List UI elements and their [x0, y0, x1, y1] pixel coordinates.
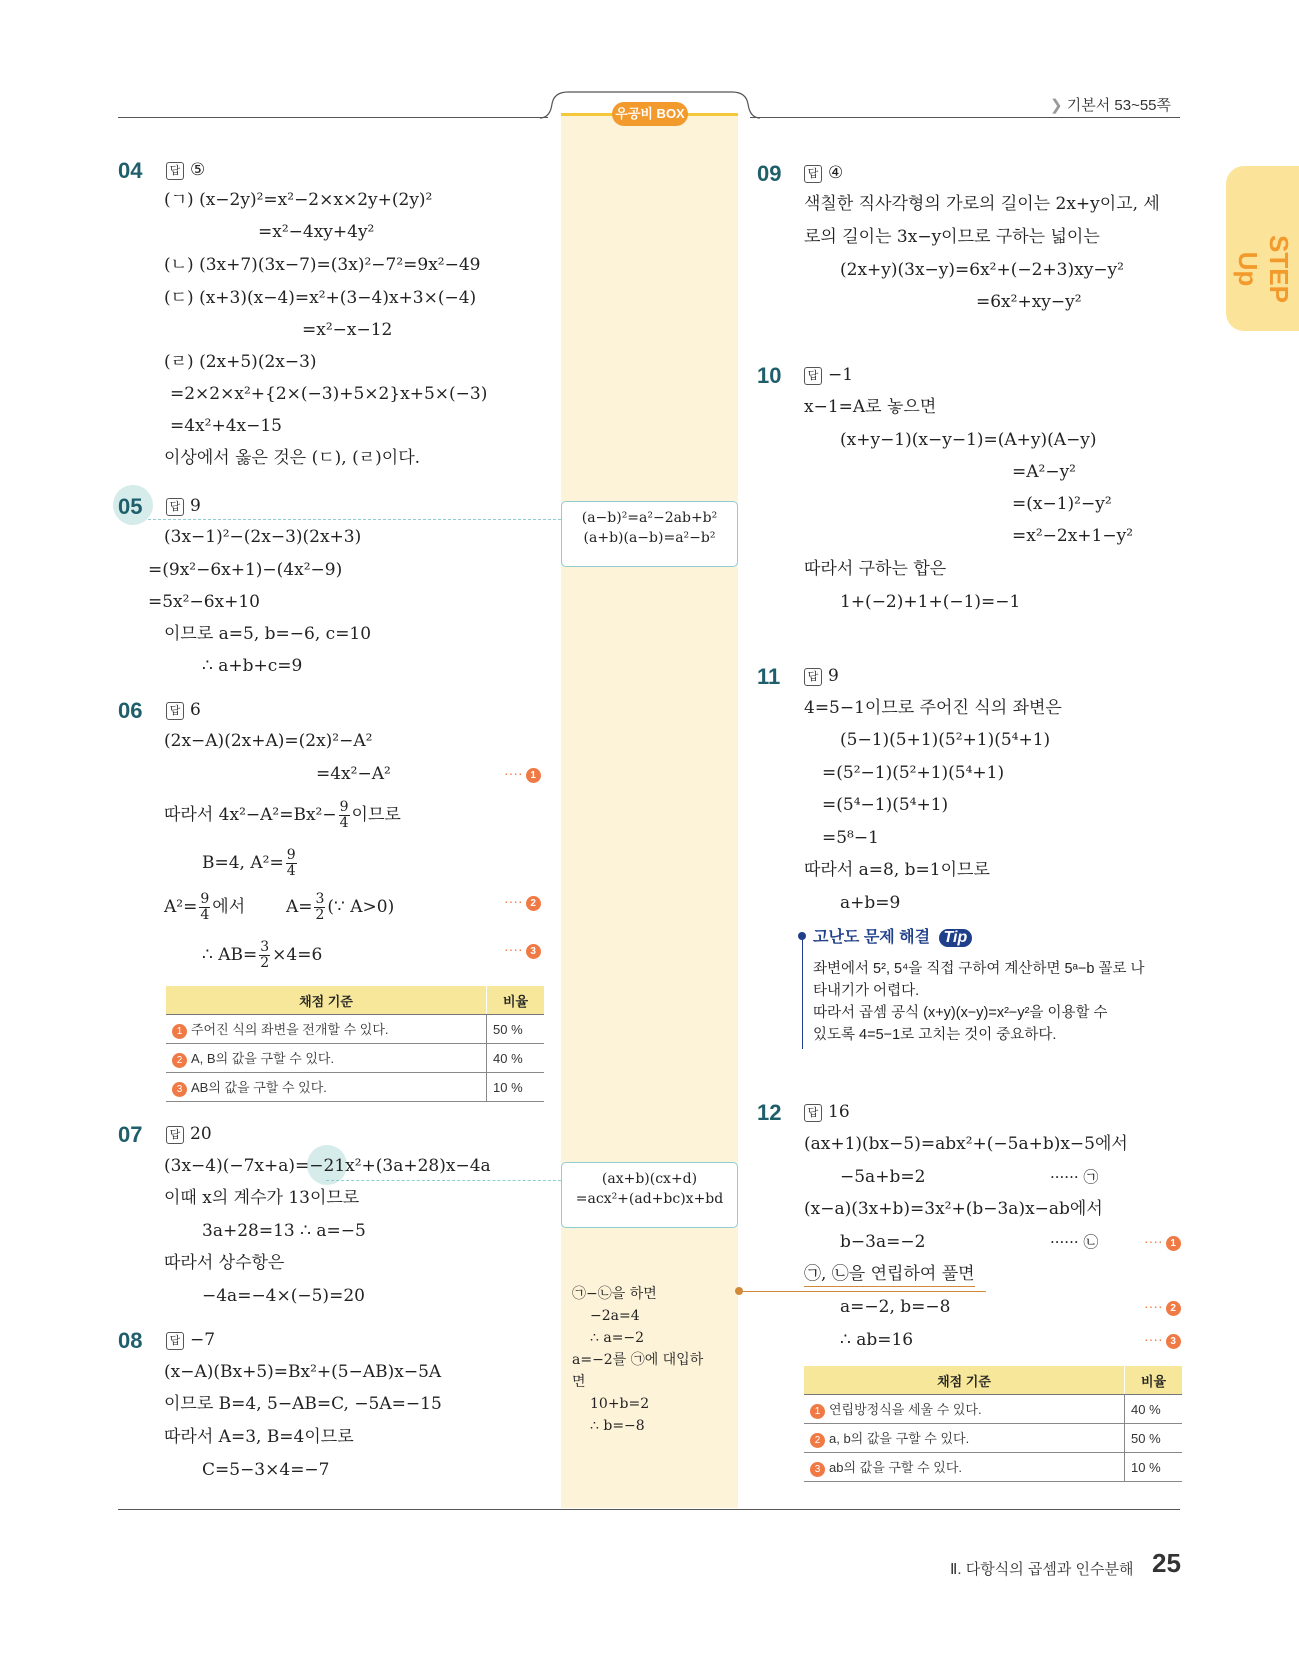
table-row: 1 연립방정식을 세울 수 있다. 40 %	[804, 1395, 1182, 1424]
solution-line: =x²−2x+1−y²	[1012, 526, 1134, 546]
question-number: 06	[118, 698, 143, 723]
question-number: 11	[757, 664, 781, 689]
step-marker-1: ···· 1	[504, 765, 541, 783]
solution-line: =6x²+xy−y²	[976, 292, 1082, 312]
step-marker-2: ···· 2	[1144, 1298, 1181, 1316]
step-marker-3: ···· 3	[504, 941, 541, 959]
solution-line: (2x−A)(2x+A)=(2x)²−A²	[164, 731, 373, 751]
table-row: 1 주어진 식의 좌변을 전개할 수 있다. 50 %	[166, 1015, 544, 1044]
solution-line: =(x−1)²−y²	[1012, 494, 1112, 514]
solution-line: (x−A)(Bx+5)=Bx²+(5−AB)x−5A	[164, 1362, 442, 1382]
footer-rule	[118, 1509, 1180, 1510]
solution-line: 이때 x의 계수가 13이므로	[164, 1188, 360, 1208]
question-number: 09	[757, 161, 782, 186]
answer-icon: 답	[166, 498, 184, 516]
solution-line: B=4, A²= $\frac{9}{4}$	[202, 847, 296, 879]
answer-value: ⑤	[190, 160, 206, 180]
answer	[804, 163, 843, 183]
answer	[166, 700, 201, 720]
reference-text: 기본서 53~55쪽	[1066, 97, 1172, 114]
box-label: 우공비 BOX	[612, 102, 688, 126]
solution-line: =(9x²−6x+1)−(4x²−9)	[148, 560, 343, 580]
answer	[804, 365, 853, 385]
solution-line: (ㄱ) (x−2y)²=x²−2×x×2y+(2y)²	[164, 190, 433, 210]
side-note: ㉠−㉡을 하면 −2a=4 ∴ a=−2 a=−2를 ㉠에 대입하 면 10+b=2 ∴ b=−8	[572, 1286, 704, 1434]
tip-text: 좌변에서 5², 5⁴을 직접 구하여 계산하면 5ᵃ−b 꼴로 나 타내기가 어렵다. 따라서 곱셈 공식 (x+y)(x−y)=x²−y²을 이용할 수 있도록 4=5−1로 고치는 것이 중요하다.	[813, 961, 1145, 1043]
solution-line: a+b=9	[840, 893, 901, 913]
question-number: 12	[757, 1100, 782, 1125]
table-header: 채점 기준	[166, 986, 487, 1015]
solution-line: x−1=A로 놓으면	[804, 397, 937, 417]
answer-value: 9	[190, 496, 201, 516]
solution-line: −5a+b=2	[840, 1167, 926, 1187]
answer-value: ④	[828, 163, 844, 183]
answer-icon: 답	[166, 162, 184, 180]
solution-line: =5x²−6x+10	[148, 592, 260, 612]
table-header: 채점 기준	[804, 1366, 1125, 1395]
tip-badge: Tip	[939, 929, 973, 947]
table-row: 2 a, b의 값을 구할 수 있다. 50 %	[804, 1424, 1182, 1453]
question-number: 05	[118, 494, 143, 519]
formula-line: (a−b)²=a²−2ab+b²	[581, 510, 718, 526]
solution-line: ∴ AB= $\frac{3}{2}$ ×4=6	[202, 939, 323, 971]
answer-value: 16	[828, 1102, 850, 1122]
solution-line: 따라서 상수항은	[164, 1253, 285, 1273]
solution-line: 로의 길이는 3x−y이므로 구하는 넓이는	[804, 227, 1100, 247]
equation-label: ······ ㉡	[1050, 1233, 1099, 1251]
answer	[804, 666, 839, 686]
solution-line: 3a+28=13 ∴ a=−5	[202, 1221, 366, 1241]
solution-line: (3x−1)²−(2x−3)(2x+3)	[164, 527, 362, 547]
answer-icon: 답	[166, 1126, 184, 1144]
solution-line: =x²−x−12	[302, 320, 393, 340]
step-marker-1: ···· 1	[1144, 1233, 1181, 1251]
solution-line: =(5⁴−1)(5⁴+1)	[822, 795, 949, 815]
solution-line: 따라서 a=8, b=1이므로	[804, 860, 990, 880]
answer-value: 9	[828, 666, 839, 686]
solution-line: =4x²+4x−15	[170, 416, 282, 436]
solution-line: 따라서 4x²−A²=Bx²− $\frac{9}{4}$ 이므로	[164, 799, 401, 831]
answer-icon: 답	[166, 702, 184, 720]
scoring-table	[804, 1366, 1182, 1482]
solution-line: 이므로 a=5, b=−6, c=10	[164, 624, 372, 644]
answer-icon: 답	[166, 1332, 184, 1350]
table-row: 2 A, B의 값을 구할 수 있다. 40 %	[166, 1044, 544, 1073]
solution-line: (ㄷ) (x+3)(x−4)=x²+(3−4)x+3×(−4)	[164, 288, 477, 308]
tip-dot	[798, 932, 806, 940]
solution-line: C=5−3×4=−7	[202, 1460, 330, 1480]
page-number: 25	[1152, 1548, 1181, 1578]
answer-icon: 답	[804, 165, 822, 183]
answer	[804, 1102, 850, 1122]
chevron-right-icon: ❯	[1050, 97, 1063, 114]
answer	[166, 160, 205, 180]
solution-line: ∴ ab=16	[840, 1330, 914, 1350]
solution-line: 1+(−2)+1+(−1)=−1	[840, 592, 1021, 612]
equation-label: ······ ㉠	[1050, 1168, 1099, 1186]
tip-header	[813, 924, 972, 947]
answer-value: −1	[828, 365, 854, 385]
solution-line: 따라서 구하는 합은	[804, 559, 947, 579]
solution-line: =x²−4xy+4y²	[258, 222, 375, 242]
step-marker-3: ···· 3	[1144, 1331, 1181, 1349]
side-connector	[740, 1291, 986, 1292]
header-rule-left	[118, 117, 548, 118]
solution-line: 4=5−1이므로 주어진 식의 좌변은	[804, 698, 1062, 718]
solution-line: =(5²−1)(5²+1)(5⁴+1)	[822, 763, 1005, 783]
solution-line: (x−a)(3x+b)=3x²+(b−3a)x−ab에서	[804, 1199, 1103, 1219]
solution-line: (3x−4)(−7x+a)=−21x²+(3a+28)x−4a	[164, 1156, 491, 1176]
answer	[166, 1124, 212, 1144]
solution-line: A²= $\frac{9}{4}$ 에서 A= $\frac{3}{2}$ (∵ A>0)	[164, 891, 395, 923]
table-row: 3 ab의 값을 구할 수 있다. 10 %	[804, 1453, 1182, 1482]
step-marker-2: ···· 2	[504, 893, 541, 911]
solution-line: a=−2, b=−8	[840, 1297, 951, 1317]
solution-line: =2×2×x²+{2×(−3)+5×2}x+5×(−3)	[170, 384, 488, 404]
solution-line: ㉠, ㉡을 연립하여 풀면	[804, 1264, 975, 1287]
question-number: 08	[118, 1328, 143, 1353]
header-rule-right	[750, 117, 1180, 118]
solution-line: 이므로 B=4, 5−AB=C, −5A=−15	[164, 1394, 442, 1414]
answer-icon: 답	[804, 367, 822, 385]
step-up-label: STEP Up	[1233, 235, 1294, 303]
question-number: 07	[118, 1122, 143, 1147]
solution-line: (ax+1)(bx−5)=abx²+(−5a+b)x−5에서	[804, 1134, 1128, 1154]
question-number: 10	[757, 363, 782, 388]
answer-icon: 답	[804, 1104, 822, 1122]
formula-box	[561, 501, 738, 567]
tip-box	[802, 929, 1183, 1049]
tip-title: 고난도 문제 해결	[813, 929, 931, 946]
solution-line: =A²−y²	[1012, 462, 1076, 482]
solution-line: 색칠한 직사각형의 가로의 길이는 2x+y이고, 세	[804, 194, 1160, 214]
formula-line: =acx²+(ad+bc)x+bd	[575, 1191, 724, 1207]
answer	[166, 496, 201, 516]
answer-value: 20	[190, 1124, 212, 1144]
solution-line: =5⁸−1	[822, 828, 879, 848]
solution-line: (ㄴ) (3x+7)(3x−7)=(3x)²−7²=9x²−49	[164, 255, 481, 275]
formula-box	[561, 1162, 738, 1228]
answer	[166, 1330, 215, 1350]
table-row: 3 AB의 값을 구할 수 있다. 10 %	[166, 1073, 544, 1102]
solution-line: b−3a=−2	[840, 1232, 926, 1252]
table-header: 비율	[1125, 1366, 1183, 1395]
answer-value: −7	[190, 1330, 216, 1350]
formula-line: (ax+b)(cx+d)	[601, 1171, 698, 1187]
solution-line: 이상에서 옳은 것은 (ㄷ), (ㄹ)이다.	[164, 448, 421, 468]
dashed-connector	[148, 519, 561, 520]
side-connector-dot	[735, 1287, 743, 1295]
answer-icon: 답	[804, 668, 822, 686]
solution-line: =4x²−A²	[316, 764, 391, 784]
formula-line: (a+b)(a−b)=a²−b²	[583, 530, 716, 546]
solution-line: −4a=−4×(−5)=20	[202, 1286, 365, 1306]
answer-value: 6	[190, 700, 201, 720]
solution-line: (2x+y)(3x−y)=6x²+(−2+3)xy−y²	[840, 260, 1124, 280]
solution-line: 따라서 A=3, B=4이므로	[164, 1427, 354, 1447]
table-header: 비율	[487, 986, 545, 1015]
solution-line: ∴ a+b+c=9	[202, 656, 303, 676]
dashed-connector	[326, 1180, 561, 1181]
footer-chapter: Ⅱ. 다항식의 곱셈과 인수분해	[950, 1561, 1134, 1578]
scoring-table	[166, 986, 544, 1102]
solution-line: (x+y−1)(x−y−1)=(A+y)(A−y)	[840, 430, 1097, 450]
solution-line: (5−1)(5+1)(5²+1)(5⁴+1)	[840, 730, 1051, 750]
solution-line: (ㄹ) (2x+5)(2x−3)	[164, 352, 317, 372]
question-number: 04	[118, 158, 143, 183]
reference-pages	[1050, 94, 1171, 115]
